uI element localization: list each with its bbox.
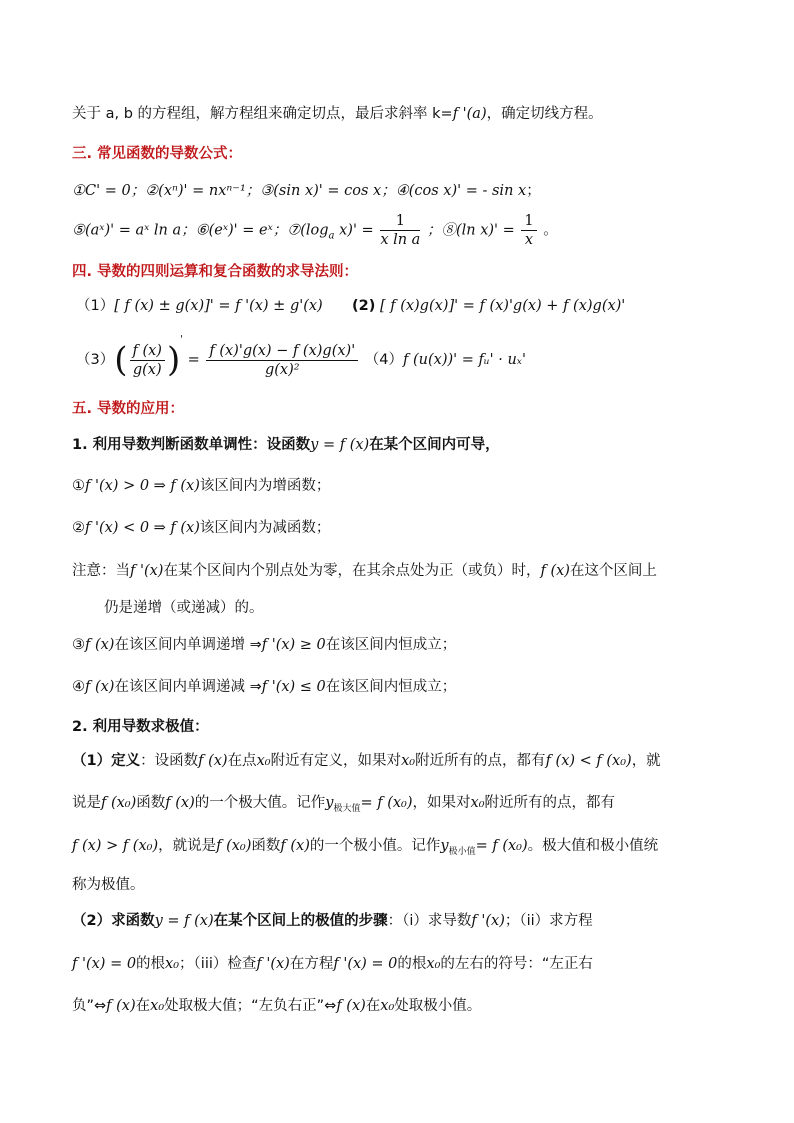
formula-7: ；⑦(log — [272, 222, 329, 239]
item3-function: f (x) — [85, 637, 115, 653]
step2-d: ；（iii）检查 — [179, 956, 257, 972]
step2-i: x₀ — [426, 956, 441, 972]
def3-h: = f (x₀) — [475, 838, 528, 854]
note-line — [72, 560, 657, 582]
def3-gsub: 极小值 — [448, 846, 476, 857]
step2-b: 的根 — [136, 956, 166, 972]
rule4-label: （4） — [364, 352, 404, 368]
formula-7-denominator: x ln a — [380, 232, 421, 248]
rule2-formula: [ f (x)g(x)]' = f (x)'g(x) + f (x)g(x)' — [379, 298, 626, 314]
def2-i: x₀ — [470, 795, 485, 811]
step2-h: 的根 — [397, 956, 427, 972]
def2-g: = f (x₀) — [360, 795, 413, 811]
monotonicity-function: y = f (x) — [310, 437, 370, 453]
step3-a: 负”⇔ — [72, 998, 107, 1014]
def3-a: f (x) > f (x₀) — [72, 838, 159, 854]
item4-text: 在该区间内单调递减 ⇒ — [114, 679, 262, 695]
right-paren: ) — [166, 340, 181, 380]
intro-formula: f '(a) — [452, 106, 487, 122]
def1-b: f (x) — [198, 753, 228, 769]
def3-b: ，就说是 — [158, 838, 217, 854]
row1-end: ； — [526, 183, 541, 199]
note-label: 注意：当 — [72, 563, 130, 579]
item3-text: 在该区间内单调递增 ⇒ — [114, 637, 262, 653]
step3-d: x₀ — [150, 998, 165, 1014]
equals-sign: = — [187, 352, 200, 368]
prime-mark: ' — [180, 334, 183, 345]
item4-function: f (x) — [85, 679, 115, 695]
intro-text: 关于 a, b 的方程组，解方程组来确定切点，最后求斜率 k= — [72, 106, 453, 122]
def1-d: x₀ — [256, 753, 271, 769]
def2-f: y — [325, 795, 334, 811]
step3-e: 处取极大值；“左负右正”⇔ — [164, 998, 337, 1014]
step2-e: f '(x) — [256, 956, 290, 972]
item4-formula: f '(x) ≤ 0 — [261, 679, 326, 695]
step2-f: 在方程 — [289, 956, 334, 972]
def1-g: 附近所有的点，都有 — [415, 753, 546, 769]
monotonic-item-1 — [72, 475, 330, 497]
rule3-label: （3） — [76, 352, 115, 368]
section3-heading: 三. 常见函数的导数公式： — [72, 146, 243, 162]
section3-formula-row2 — [72, 212, 558, 249]
step3-i: 处取极小值。 — [394, 998, 482, 1014]
def1-f: x₀ — [401, 753, 416, 769]
def3-f: 的一个极小值。记作 — [309, 838, 441, 854]
item3-marker: ③ — [72, 637, 85, 653]
step3-c: 在 — [135, 998, 151, 1014]
steps-line-1 — [72, 910, 593, 932]
monotonicity-heading-text: 1. 利用导数判断函数单调性：设函数 — [72, 437, 311, 453]
steps-line-3 — [72, 995, 481, 1017]
steps-function: y = f (x) — [154, 913, 214, 929]
def3-c: f (x₀) — [216, 838, 252, 854]
step-i-formula: f '(x) — [471, 913, 505, 929]
formula-6: ；⑥(eˣ)' = eˣ — [181, 222, 273, 239]
item2-marker: ② — [72, 520, 85, 536]
rule-row2 — [352, 295, 625, 317]
rule3-lhs-numerator: f (x) — [130, 342, 165, 361]
item1-marker: ① — [72, 478, 85, 494]
def1-c: 在点 — [227, 753, 257, 769]
formula-7-rest: x)' = — [334, 222, 374, 239]
row2-end: 。 — [543, 222, 558, 239]
rule1-label: （1） — [76, 298, 115, 314]
rule3-rhs-denominator: g(x)² — [264, 361, 300, 378]
def3-i: 。极大值和极小值统 — [527, 838, 659, 854]
item2-formula: f '(x) < 0 ⇒ f (x) — [85, 520, 200, 536]
formula-4: ；④(cos x)' = - sin x — [381, 183, 527, 199]
def3-e: f (x) — [280, 838, 310, 854]
item1-text: 该区间内为增函数； — [199, 478, 331, 494]
note-formula-2: f (x) — [540, 563, 570, 579]
def2-e: 的一个极大值。记作 — [194, 795, 326, 811]
formula-7-numerator: 1 — [380, 212, 420, 231]
intro-text-end: ，确定切线方程。 — [486, 106, 603, 122]
rule-row1 — [76, 295, 323, 317]
rule-row3 — [76, 334, 526, 382]
rule3-lhs-fraction — [130, 342, 165, 379]
item3-text-end: 在该区间内恒成立； — [325, 637, 457, 653]
formula-8-denominator: x — [524, 232, 534, 248]
definition-line-2 — [72, 792, 615, 814]
def2-d: f (x) — [165, 795, 195, 811]
def1-a: ：设函数 — [140, 753, 199, 769]
definition-line-4: 称为极值。 — [72, 877, 145, 893]
rule4-formula: f (u(x))' = fᵤ' · uₓ' — [403, 352, 526, 368]
formula-7-base: a — [328, 230, 335, 242]
note-line-2: 仍是递增（或递减）的。 — [104, 600, 264, 616]
steps-title: 在某个区间上的极值的步骤 — [213, 913, 388, 929]
formula-7-fraction — [380, 212, 420, 249]
step-ii: ；（ii）求方程 — [504, 913, 593, 929]
step-i: ：（i）求导数 — [387, 913, 472, 929]
item1-formula: f '(x) > 0 ⇒ f (x) — [85, 478, 200, 494]
item2-text: 该区间内为减函数； — [199, 520, 331, 536]
definition-line-1 — [72, 750, 661, 772]
item4-text-end: 在该区间内恒成立； — [325, 679, 457, 695]
step2-c: x₀ — [165, 956, 180, 972]
section5-heading: 五. 导数的应用： — [72, 401, 185, 417]
definition-line-3 — [72, 835, 658, 857]
formula-8-numerator: 1 — [521, 212, 536, 231]
note-text: 在某个区间内个别点处为零，在其余点处为正（或负）时， — [163, 563, 541, 579]
def2-j: 附近所有的点，都有 — [484, 795, 616, 811]
def2-b: f (x₀) — [101, 795, 137, 811]
definition-label: （1）定义 — [72, 753, 141, 769]
monotonic-item-2 — [72, 517, 330, 539]
monotonic-item-3 — [72, 634, 456, 656]
step3-f: f (x) — [336, 998, 366, 1014]
steps-line-2 — [72, 953, 593, 975]
note-formula-1: f '(x) — [130, 563, 164, 579]
step2-a: f '(x) = 0 — [72, 956, 137, 972]
intro-line — [72, 103, 603, 125]
def3-g: y — [440, 838, 449, 854]
step2-j: 的左右的符号：“左正右 — [440, 956, 593, 972]
step2-g: f '(x) = 0 — [333, 956, 398, 972]
step3-g: 在 — [365, 998, 381, 1014]
formula-8-fraction — [521, 212, 536, 249]
def2-a: 说是 — [72, 795, 101, 811]
step3-b: f (x) — [106, 998, 136, 1014]
formula-8: ；⑧(ln x)' = — [426, 222, 515, 239]
def1-h: f (x) < f (x₀) — [545, 753, 632, 769]
steps-label: （2）求函数 — [72, 913, 155, 929]
def2-c: 函数 — [136, 795, 166, 811]
rule3-rhs-fraction — [206, 342, 358, 379]
rule3-rhs-numerator: f (x)'g(x) − f (x)g(x)' — [206, 342, 358, 361]
monotonicity-heading-end: 在某个区间内可导， — [369, 437, 500, 453]
formula-1: ①C' = 0 — [72, 183, 131, 199]
def2-h: ，如果对 — [412, 795, 471, 811]
rule1-formula: [ f (x) ± g(x)]' = f '(x) ± g'(x) — [114, 298, 323, 314]
def1-e: 附近有定义，如果对 — [270, 753, 402, 769]
formula-5: ⑤(aˣ)' = aˣ ln a — [72, 222, 182, 239]
step3-h: x₀ — [380, 998, 395, 1014]
note-text-end: 在这个区间上 — [569, 563, 657, 579]
rule3-lhs-denominator: g(x) — [132, 361, 162, 378]
section4-heading: 四. 导数的四则运算和复合函数的求导法则： — [72, 264, 359, 280]
item4-marker: ④ — [72, 679, 85, 695]
def2-fsub: 极大值 — [333, 803, 361, 814]
item3-formula: f '(x) ≥ 0 — [261, 637, 326, 653]
monotonic-item-4 — [72, 676, 456, 698]
formula-3: ；③(sin x)' = cos x — [245, 183, 382, 199]
rule2-label: (2) — [352, 298, 376, 314]
left-paren: ( — [114, 340, 128, 380]
def3-d: 函数 — [251, 838, 281, 854]
section3-formula-row1 — [72, 180, 541, 202]
monotonicity-heading — [72, 434, 500, 456]
formula-2: ；②(xⁿ)' = nxⁿ⁻¹ — [130, 183, 246, 199]
def1-i: ，就 — [631, 753, 661, 769]
extrema-heading: 2. 利用导数求极值： — [72, 719, 209, 735]
